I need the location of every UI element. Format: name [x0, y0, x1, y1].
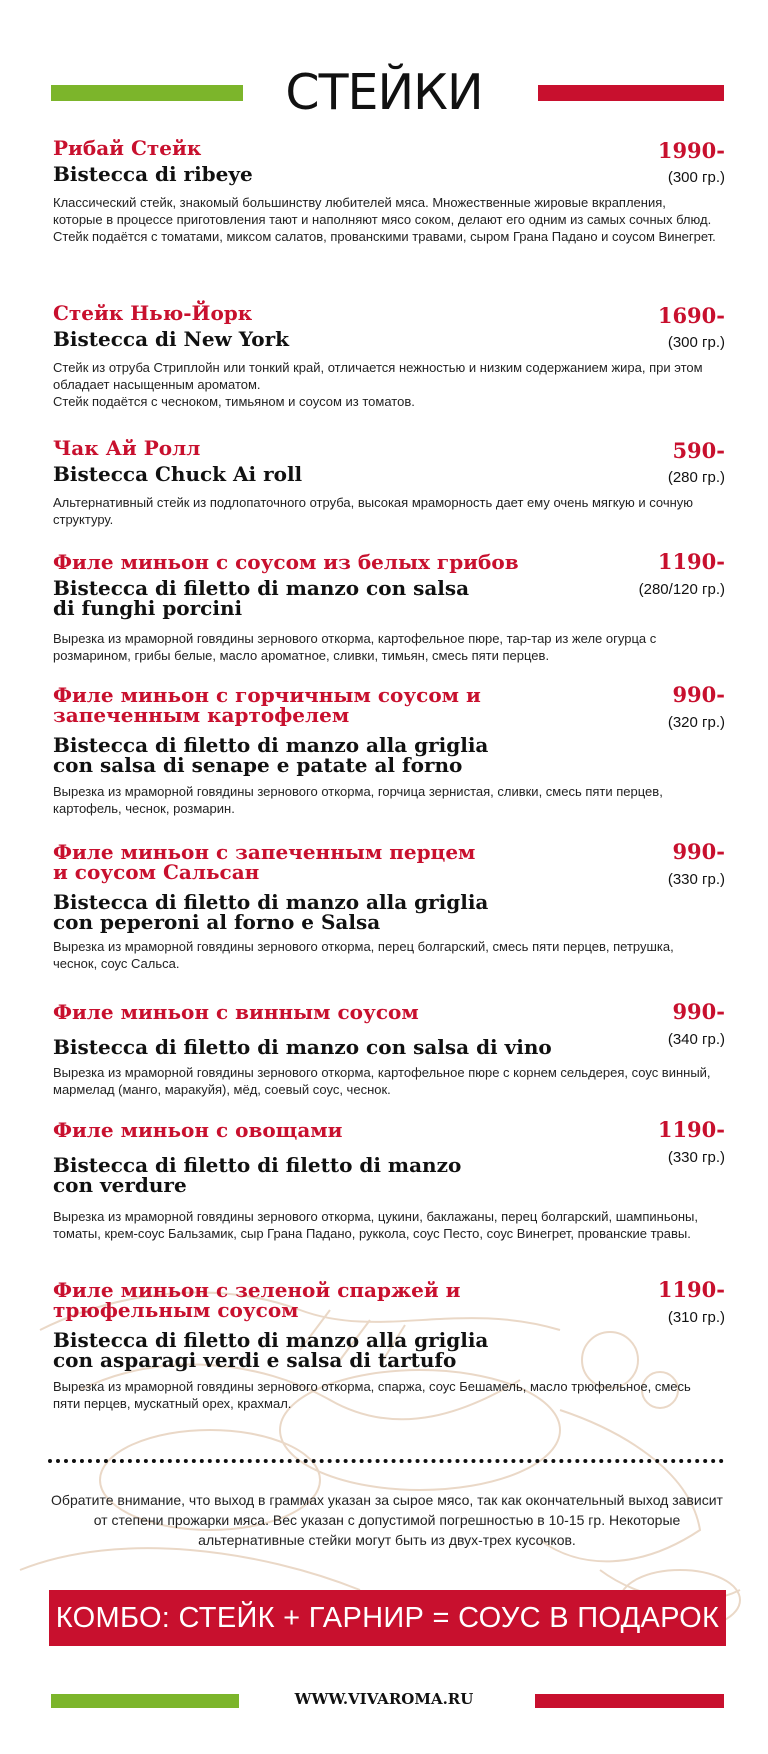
item-weight: (320 гр.) [667, 714, 725, 731]
item-description: Вырезка из мраморной говядины зернового откорма, спаржа, соус Бешамель, масло трюфельное, смесь пяти перцев, мускатный орех, крахмал. [53, 1379, 691, 1411]
item-description: Альтернативный стейк из подлопаточного отруба, высокая мраморность дает ему очень мягкую и сочную структуру. [53, 495, 694, 527]
item-price: 990- [672, 682, 725, 707]
item-price: 1190- [657, 1117, 725, 1142]
item-name-it: Bistecca di filetto di manzo con salsa di funghi porcini [53, 576, 470, 620]
dotted-divider [48, 1459, 724, 1463]
item-description: Вырезка из мраморной говядины зернового откорма, картофельное пюре с корнем сельдерея, соус винный, мармелад (манго, маракуйя), мёд, соевый соус, чеснок. [53, 1065, 711, 1097]
item-price: 1690- [657, 303, 725, 328]
item-name-it: Bistecca di filetto di manzo alla griglia con salsa di senape e patate al forno [53, 733, 489, 777]
item-weight: (280 гр.) [667, 469, 725, 486]
menu-item-filet-mustard [53, 682, 725, 816]
combo-banner: КОМБО: СТЕЙК + ГАРНИР = СОУС В ПОДАРОК [49, 1590, 726, 1646]
menu-item-chuck-roll [53, 436, 725, 527]
item-weight: (300 гр.) [667, 334, 725, 351]
item-name-ru: Стейк Нью-Йорк [53, 301, 253, 325]
item-name-ru: Чак Ай Ролл [53, 436, 201, 460]
item-name-ru: Филе миньон с горчичным соусом и запеченным картофелем [53, 683, 481, 727]
item-name-ru: Филе миньон с винным соусом [53, 1000, 419, 1024]
item-name-ru: Филе миньон с овощами [53, 1118, 343, 1142]
menu-item-filet-porcini [53, 549, 725, 663]
item-description: Классический стейк, знакомый большинству любителей мяса. Множественные жировые вкрапления, которые в процессе приготовления тают и наполняют мясо соком, делают его одним из самых сочных блюд. Стейк подаётся с томатами, миксом салатов, прованскими травами, сыром Грана Падано и соусом Винегрет. [53, 195, 716, 244]
item-description: Вырезка из мраморной говядины зернового откорма, цукини, баклажаны, перец болгарский, шампиньоны, томаты, крем-соус Бальзамик, сыр Грана Падано, руккола, соус Песто, соус Винегрет, прованские травы. [53, 1209, 698, 1241]
item-price: 1190- [657, 1277, 725, 1302]
item-weight: (340 гр.) [667, 1031, 725, 1048]
item-price: 1990- [657, 138, 725, 163]
footer-website-link[interactable]: WWW.VIVAROMA.RU [294, 1690, 474, 1708]
item-name-it: Bistecca di filetto di manzo con salsa di vino [53, 1035, 552, 1059]
item-description: Стейк из отруба Стриплойн или тонкий край, отличается нежностью и низким содержанием жира, при этом обладает насыщенным ароматом. Стейк подаётся с чесноком, тимьяном и соусом из томатов. [53, 360, 703, 409]
menu-item-filet-vegetables [53, 1117, 725, 1241]
item-weight: (280/120 гр.) [638, 581, 725, 598]
item-name-ru: Филе миньон с зеленой спаржей и трюфельным соусом [53, 1278, 461, 1322]
item-weight: (330 гр.) [667, 871, 725, 888]
menu-item-filet-wine [53, 999, 725, 1097]
item-name-it: Bistecca di filetto di manzo alla griglia con asparagi verdi e salsa di tartufo [53, 1328, 489, 1372]
item-name-it: Bistecca di filetto di manzo alla griglia con peperoni al forno e Salsa [53, 890, 489, 934]
item-weight: (300 гр.) [667, 169, 725, 186]
weight-note: Обратите внимание, что выход в граммах указан за сырое мясо, так как окончательный выход зависит от степени прожарки мяса. Вес указан с допустимой погрешностью в 10-15 гр. Некоторые альтернативные стейки могут быть из двух-трех кусочков. [51, 1492, 723, 1548]
item-name-it: Bistecca di ribeye [53, 162, 253, 186]
item-weight: (310 гр.) [667, 1309, 725, 1326]
item-name-ru: Филе миньон с запеченным перцем и соусом Сальсан [53, 840, 476, 884]
menu-item-filet-asparagus [53, 1277, 725, 1411]
page-title: СТЕЙКИ [285, 64, 483, 121]
item-price: 990- [672, 999, 725, 1024]
item-price: 990- [672, 839, 725, 864]
item-name-it: Bistecca Chuck Ai roll [53, 462, 303, 486]
item-price: 1190- [657, 549, 725, 574]
item-description: Вырезка из мраморной говядины зернового откорма, картофельное пюре, тар-тар из желе огурца с розмарином, грибы белые, масло ароматное, сливки, тимьян, смесь пяти перцев. [53, 631, 657, 663]
item-name-ru: Филе миньон с соусом из белых грибов [53, 550, 519, 574]
menu-item-filet-pepper-salsa [53, 839, 725, 971]
item-description: Вырезка из мраморной говядины зернового откорма, перец болгарский, смесь пяти перцев, петрушка, чеснок, соус Сальса. [53, 939, 674, 971]
item-weight: (330 гр.) [667, 1149, 725, 1166]
menu-item-new-york [53, 301, 725, 409]
menu-item-ribeye [53, 136, 725, 244]
item-name-it: Bistecca di filetto di filetto di manzo con verdure [53, 1153, 462, 1197]
item-name-ru: Рибай Стейк [53, 136, 202, 160]
item-description: Вырезка из мраморной говядины зернового откорма, горчица зернистая, сливки, смесь пяти перцев, картофель, чеснок, розмарин. [53, 784, 663, 816]
item-name-it: Bistecca di New York [53, 327, 290, 351]
item-price: 590- [672, 438, 725, 463]
